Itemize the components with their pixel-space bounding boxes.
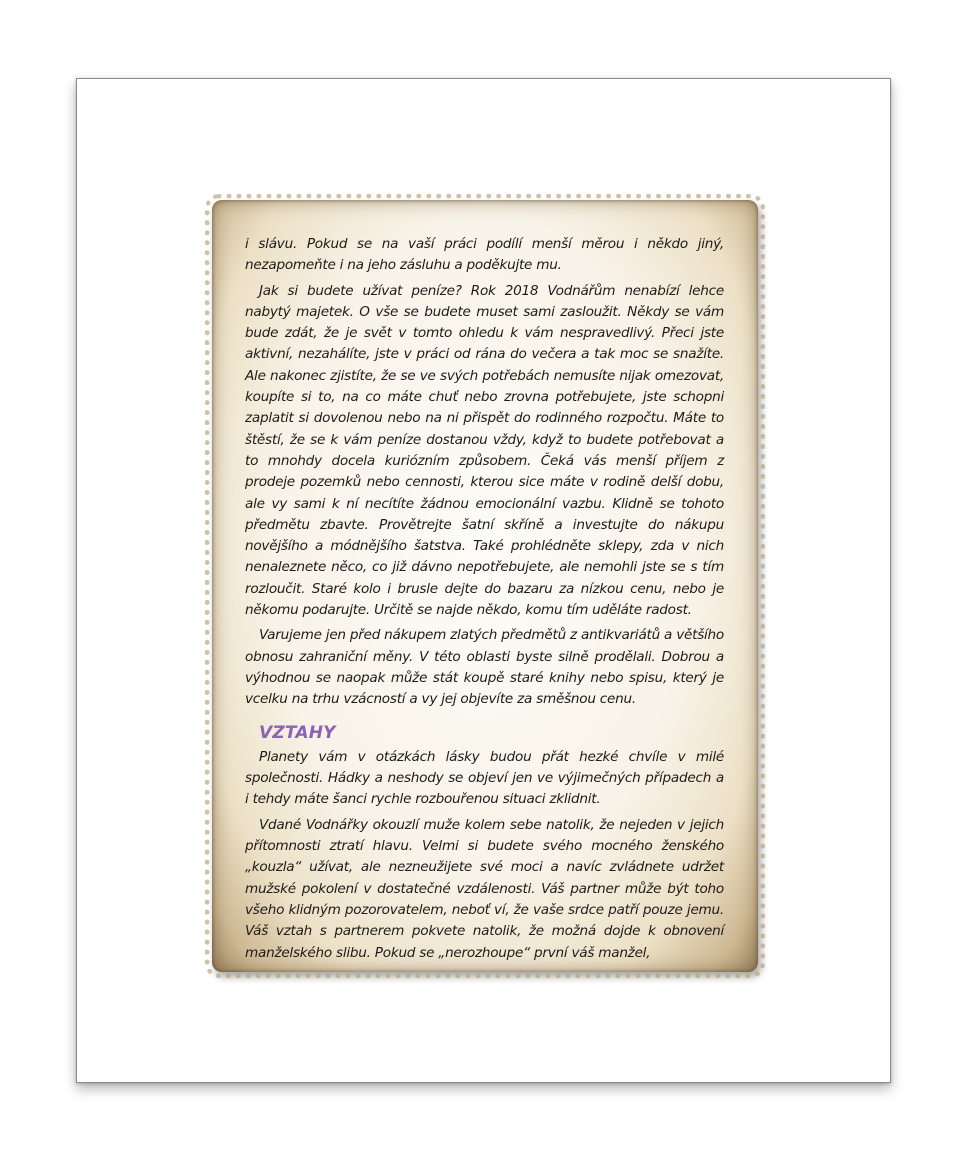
section-heading: VZTAHY (259, 722, 336, 743)
paragraph-warning: Varujeme jen před nákupem zlatých předmětů z antikvariátů a většího obnosu zahraniční měny. V této oblasti byste silně prodělali. Dobrou a výhodnou se naopak může stát koupě staré knihy nebo spisu, který je vcelku na trhu vzácností a vy jej objevíte za směšnou cenu. (245, 627, 724, 708)
article-text (245, 234, 724, 968)
paragraph-love: Planety vám v otázkách lásky budou přát hezké chvíle v milé společnosti. Hádky a neshody se objeví jen ve výjimečných případech a i tehdy máte šanci rychle rozbouřenou situaci zklidnit. (245, 748, 724, 808)
paragraph-continuation: i slávu. Pokud se na vaší práci podílí menší měrou i někdo jiný, nezapomeňte i na jeho zásluhu a poděkujte mu. (245, 236, 724, 274)
paragraph-money: Jak si budete užívat peníze? Rok 2018 Vodnářům nenabízí lehce nabytý majetek. O vše se budete muset sami zasloužit. Někdy se vám bude zdát, že je svět v tomto ohledu k vám nespravedlivý. Přeci jste aktivní, nezahálíte, jste v práci od rána do večera a tak moc se snažíte. Ale nakonec zjistíte, že se ve svých potřebách nemusíte nijak omezovat, koupíte si to, na co máte chuť nebo zrovna potřebujete, jste schopni zaplatit si dovolenou nebo na ni přispět do rodinného rozpočtu. Máte to štěstí, že se k vám peníze dostanou vždy, když to budete potřebovat a to mnohdy docela kuriózním způsobem. Čeká vás menší příjem z prodeje pozemků nebo cennosti, kterou sice máte v rodině delší dobu, ale vy sami k ní necítíte žádnou emocionální vazbu. Klidně se tohoto předmětu zbavte. Provětrejte šatní skříně a investujte do nákupu novějšího a módnějšího šatstva. Také prohlédněte sklepy, zda v nich nenaleznete něco, co již dávno nepotřebujete, ale nemohli jste se s tím rozloučit. Staré kolo i brusle dejte do bazaru za nízkou cenu, nebo je někomu podarujte. Určitě se najde někdo, komu tím uděláte radost. (245, 282, 724, 619)
paragraph-married: Vdané Vodnářky okouzlí muže kolem sebe natolik, že nejeden v jejich přítomnosti ztratí hlavu. Velmi si budete svého mocného ženského „kouzla“ užívat, ale nezneužijete své moci a navíc zvládnete udržet mužské pokolení v dostatečné vzdálenosti. Váš partner může být toho všeho klidným pozorovatelem, neboť ví, že vaše srdce patří pouze jemu. Váš vztah s partnerem pokvete natolik, že možná dojde k obnovení manželského slibu. Pokud se „nerozhoupe“ první váš manžel, (245, 816, 724, 961)
